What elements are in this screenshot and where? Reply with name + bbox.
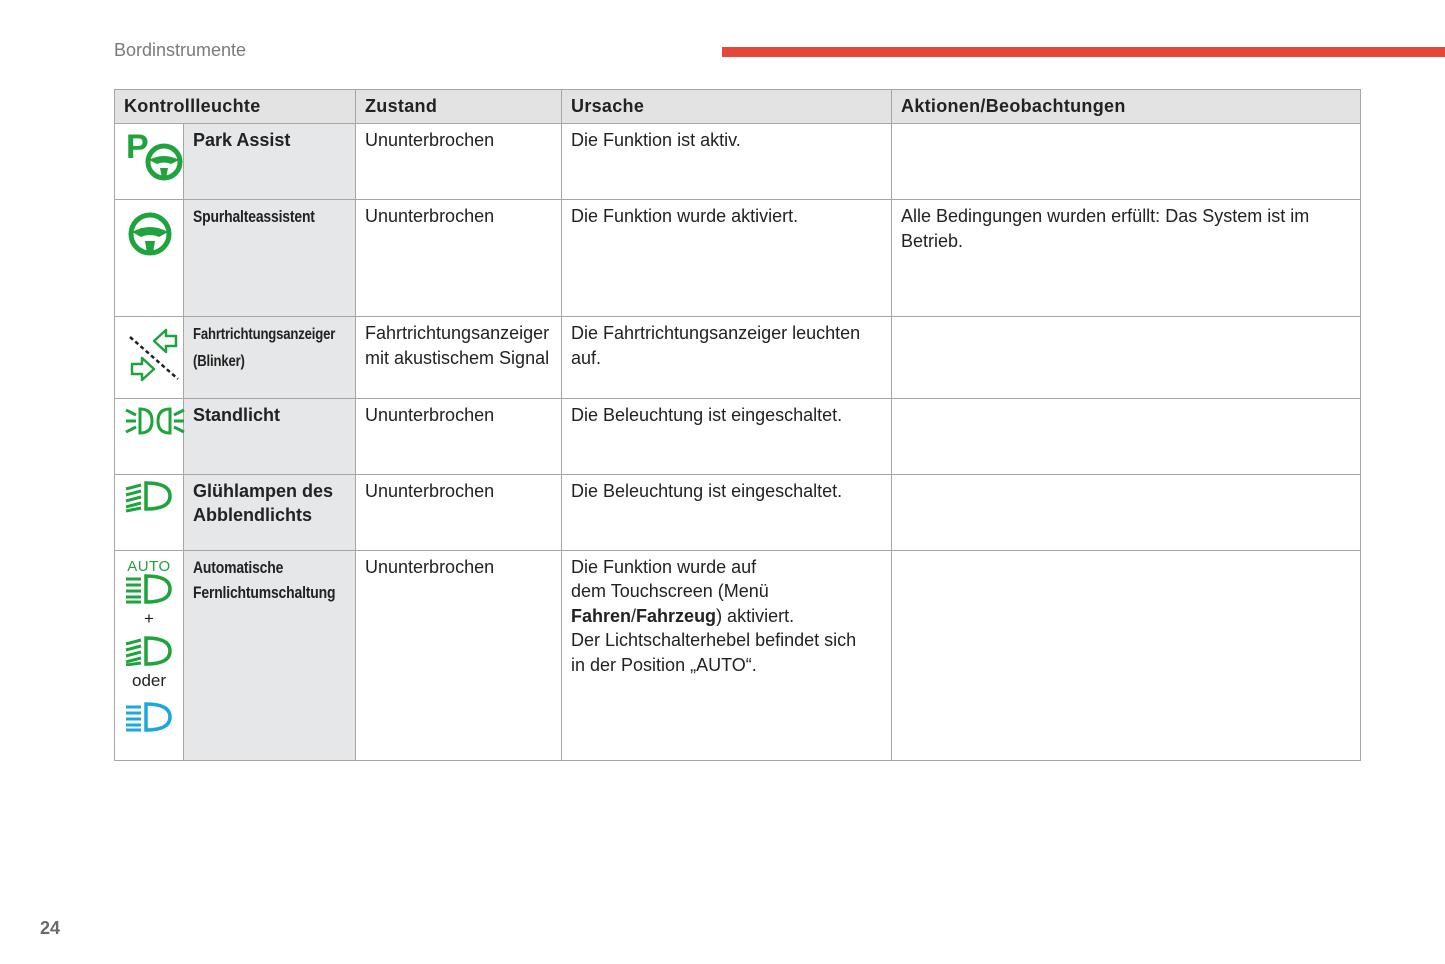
cause-line2: dem Touchscreen (Menü	[571, 581, 769, 601]
table-row	[115, 398, 1361, 474]
icon-cell	[115, 200, 184, 317]
auto-high-beam-icon	[124, 559, 174, 732]
light-name-line1: Automatische	[193, 557, 284, 577]
park-assist-icon	[124, 128, 174, 182]
table-row	[115, 124, 1361, 200]
light-actions: Alle Bedingungen wurden erfüllt: Das System ist im Betrieb.	[892, 200, 1361, 317]
light-state: Ununterbrochen	[356, 474, 562, 550]
light-actions	[892, 124, 1361, 200]
light-name-line2: Fernlichtumschaltung	[193, 583, 336, 602]
light-state: Ununterbrochen	[356, 124, 562, 200]
light-state: Ununterbrochen	[356, 550, 562, 760]
cause-line4: Der Lichtschalterhebel befindet sich	[571, 630, 857, 650]
light-name: Park Assist	[184, 124, 356, 200]
table-row	[115, 317, 1361, 399]
lane-keeping-icon	[124, 210, 176, 256]
table-row	[115, 200, 1361, 317]
table-row	[115, 550, 1361, 760]
warning-lights-table	[114, 89, 1361, 761]
light-state: Ununterbrochen	[356, 398, 562, 474]
dipped-beam-green-icon	[124, 636, 174, 666]
auto-label: AUTO	[127, 557, 171, 575]
cause-line1: Die Funktion wurde auf	[571, 556, 757, 577]
light-name-line1: Glühlampen des	[193, 480, 334, 501]
light-name	[184, 550, 356, 760]
icon-cell	[115, 550, 184, 760]
high-beam-green-icon	[124, 574, 174, 604]
light-state-line1: Fahrtrichtungsanzeiger	[365, 323, 550, 343]
light-name-text: Spurhalteassistent	[193, 207, 315, 226]
light-name	[184, 317, 356, 399]
light-cause: Die Beleuchtung ist eingeschaltet.	[562, 474, 892, 550]
light-name: Standlicht	[184, 398, 356, 474]
header-actions: Aktionen/Beobachtungen	[892, 90, 1361, 124]
light-cause: Die Funktion ist aktiv.	[562, 124, 892, 200]
page-number: 24	[40, 918, 61, 938]
table-header-row	[115, 90, 1361, 124]
table-row	[115, 474, 1361, 550]
light-actions	[892, 317, 1361, 399]
header-state: Zustand	[356, 90, 562, 124]
light-name-line1: Fahrtrichtungsanzeiger	[193, 326, 336, 343]
icon-cell	[115, 124, 184, 200]
icon-or: oder	[131, 670, 167, 690]
cause-line3-tail: ) aktiviert.	[716, 605, 795, 626]
dipped-beam-icon	[124, 479, 174, 513]
light-actions	[892, 474, 1361, 550]
svg-text:P: P	[126, 128, 149, 166]
icon-cell	[115, 317, 184, 399]
light-state	[356, 317, 562, 399]
high-beam-blue-icon	[124, 702, 174, 732]
section-title: Bordinstrumente	[114, 40, 247, 60]
side-lights-icon	[124, 403, 186, 439]
light-state-line2: mit akustischem Signal	[365, 347, 550, 368]
header-cause: Ursache	[562, 90, 892, 124]
light-cause: Die Fahrtrichtungsanzeiger leuchten auf.	[562, 317, 892, 399]
turn-signal-icon	[124, 321, 184, 387]
icon-cell	[115, 474, 184, 550]
light-cause	[562, 550, 892, 760]
light-state: Ununterbrochen	[356, 200, 562, 317]
cause-line5: in der Position „AUTO“.	[571, 654, 757, 675]
light-name-line2: (Blinker)	[193, 352, 245, 370]
light-cause: Die Funktion wurde aktiviert.	[562, 200, 892, 317]
light-name	[184, 200, 356, 317]
cause-menu-fahren: Fahren	[571, 605, 632, 626]
header-accent-bar	[722, 47, 1445, 57]
cause-menu-separator: /	[631, 605, 637, 626]
header-light: Kontrollleuchte	[115, 90, 356, 124]
light-name	[184, 474, 356, 550]
light-actions	[892, 550, 1361, 760]
icon-cell	[115, 398, 184, 474]
icon-plus: +	[144, 608, 154, 628]
light-cause: Die Beleuchtung ist eingeschaltet.	[562, 398, 892, 474]
cause-menu-fahrzeug: Fahrzeug	[636, 605, 717, 626]
light-actions	[892, 398, 1361, 474]
light-name-line2: Abblendlichts	[193, 505, 313, 525]
